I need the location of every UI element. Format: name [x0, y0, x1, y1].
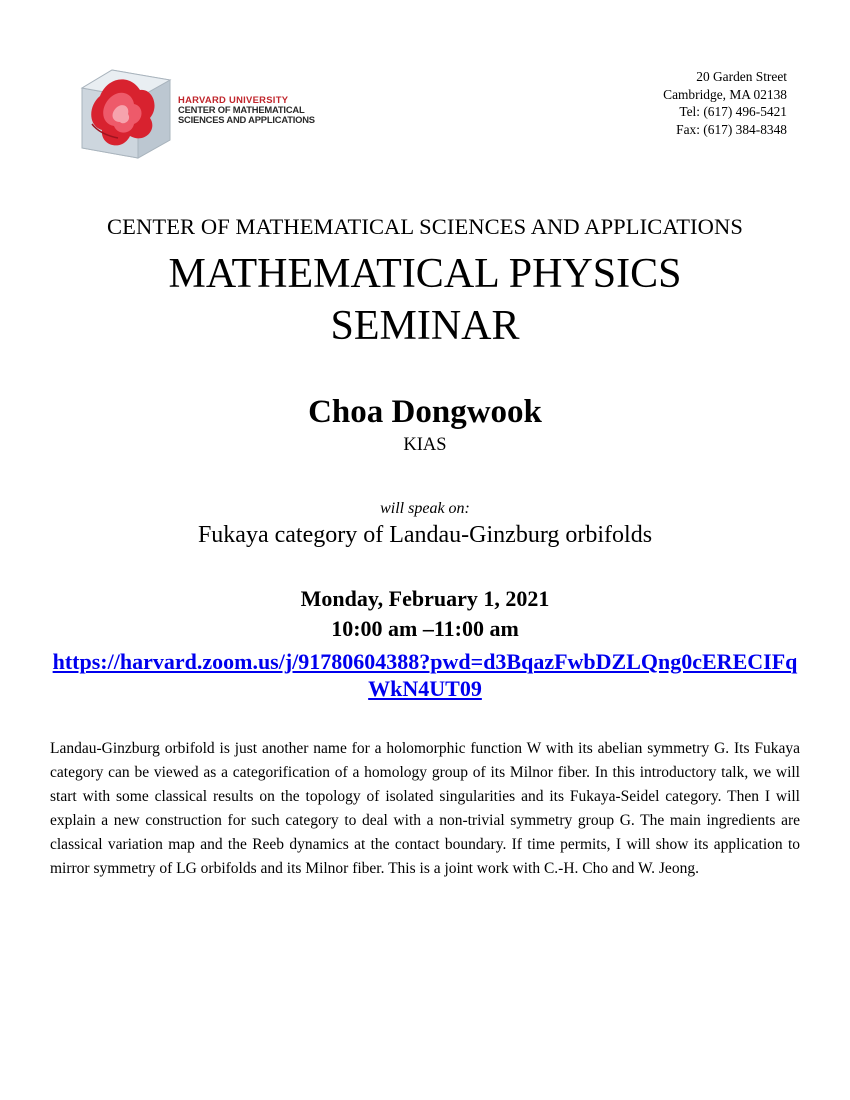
talk-title: Fukaya category of Landau-Ginzburg orbifolds [197, 522, 653, 548]
address-city: Cambridge, MA 02138 [663, 86, 787, 102]
address-block [663, 68, 787, 138]
logo-line-university: HARVARD UNIVERSITY [178, 94, 289, 105]
logo-wordmark [178, 95, 315, 125]
cube-logo-icon [78, 66, 178, 161]
address-tel: Tel: (617) 496-5421 [679, 104, 787, 119]
will-speak-label: will speak on: [380, 500, 470, 517]
event-date: Monday, February 1, 2021 [300, 586, 550, 611]
speaker-affiliation: KIAS [403, 435, 447, 455]
abstract-text: Landau-Ginzburg orbifold is just another name for a holomorphic function W with its abelian symmetry G. Its Fukaya category can be viewed as a categorification of a homology group of its Milnor fiber. In this introductory talk, we will start with some classical results on the topology of isolated singularities and its Fukaya-Seidel category. Then I will explain a new construction for such category to deal with a non-trivial symmetry group G. The main ingredients are classical variation map and the Reeb dynamics at the contact boundary. If time permits, I will show its application to mirror symmetry of LG orbifolds and its Milnor fiber. This is a joint work with C.-H. Cho and W. Jeong. [50, 740, 800, 877]
event-time: 10:00 am –11:00 am [331, 616, 519, 641]
cmsa-logo [78, 66, 315, 161]
logo-line-sciences: SCIENCES AND APPLICATIONS [178, 114, 315, 125]
speaker-name: Choa Dongwook [308, 394, 542, 430]
department-heading: CENTER OF MATHEMATICAL SCIENCES AND APPLICATIONS [107, 214, 743, 239]
address-street: 20 Garden Street [696, 69, 787, 84]
seminar-series-title [0, 248, 850, 352]
zoom-link[interactable]: https://harvard.zoom.us/j/91780604388?pwd=d3BqazFwbDZLQng0cERECIFqWkN4UT09 [52, 649, 798, 701]
address-fax: Fax: (617) 384-8348 [676, 121, 787, 137]
logo-line-center: CENTER OF MATHEMATICAL [178, 104, 305, 115]
series-line-1: MATHEMATICAL PHYSICS [168, 251, 682, 297]
series-line-2: SEMINAR [330, 303, 520, 349]
